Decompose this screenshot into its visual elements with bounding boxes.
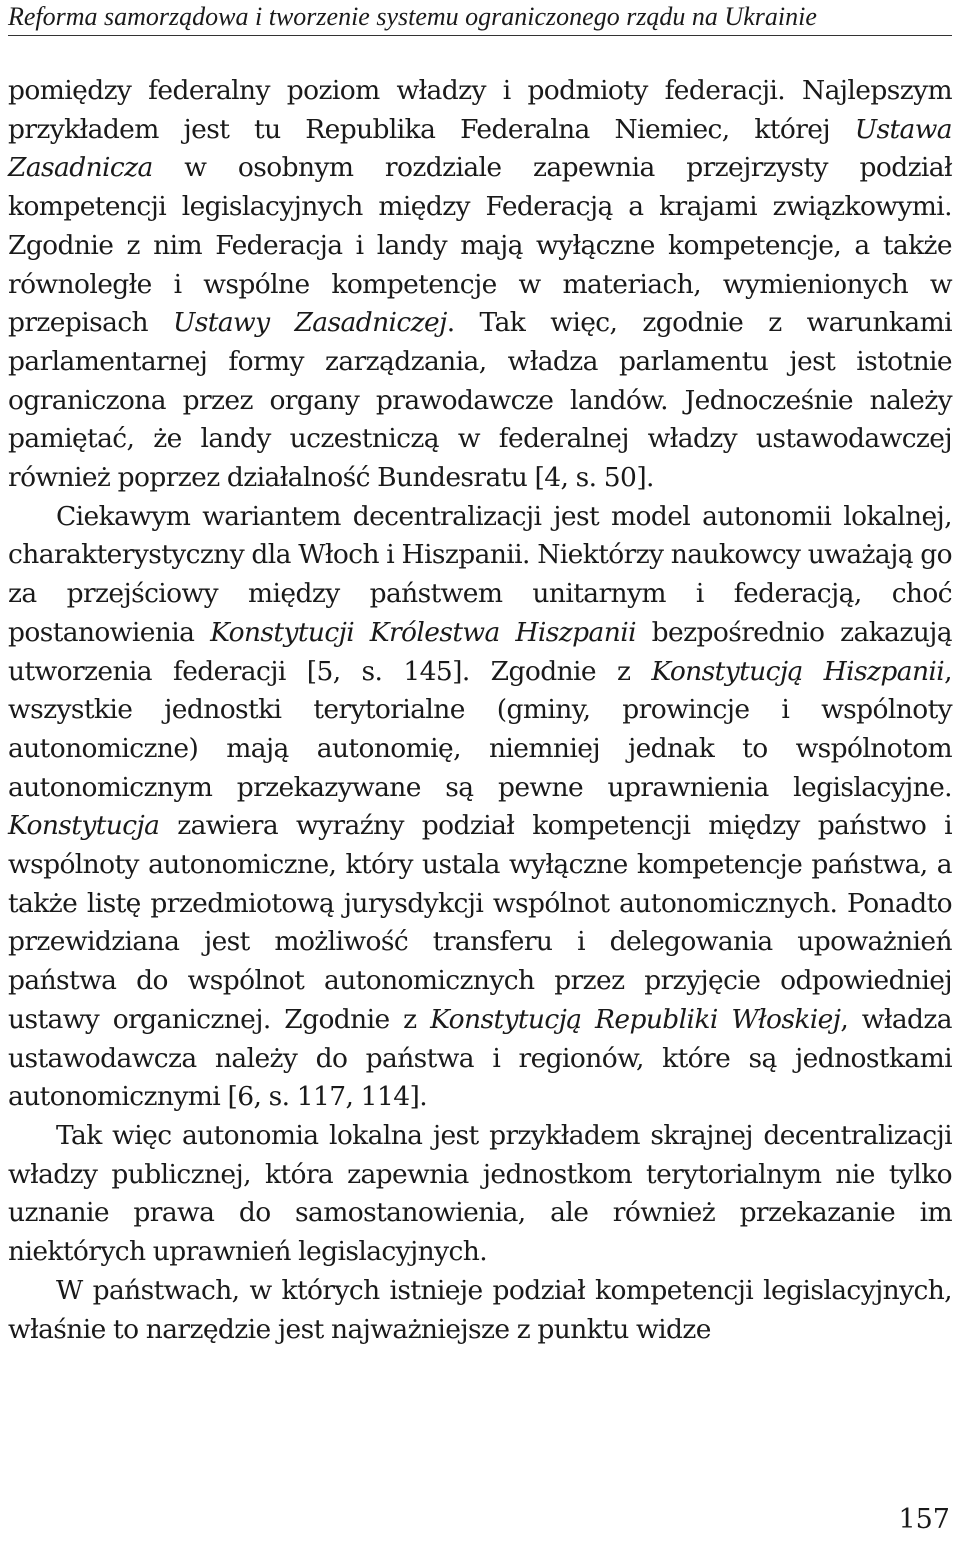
text-run: , wszystkie jednostki terytorialne (gminy, prowincje i wspólnoty autonomiczne) mają autonomię, niemniej jednak to wspólnotom autonomicznym przekazywane są pewne uprawnienia legislacyjne. (8, 655, 952, 803)
italic-run: Konstytucja (8, 810, 160, 842)
text-run: . Tak więc, zgodnie z warunkami parlamentarnej formy zarządzania, władza parlamentu jest istotnie ograniczona przez organy prawodawcze landów. Jednocześnie należy pamiętać, że landy uczestniczą w federalnej władzy ustawodawczej również poprzez działalność Bundesratu [4, s. 50]. (8, 307, 952, 494)
text-run: Tak więc autonomia lokalna jest przykładem skrajnej decentralizacji władzy publicznej, która zapewnia jednostkom terytorialnym nie tylko uznanie prawa do samostanowienia, ale również przekazanie im niektórych uprawnień legislacyjnych. (8, 1119, 952, 1268)
text-run: bezpośrednio zakazują utworzenia federacji [5, s. 145]. Zgodnie z (8, 616, 952, 687)
text-run: w osobnym rozdziale zapewnia przejrzysty podział kompetencji legislacyjnych między Federacją a krajami związkowymi. Zgodnie z nim Federacja i landy mają wyłączne kompetencje, a także równoległe i wspólne kompetencje w materiach, wymienionych w przepisach (8, 152, 952, 339)
italic-run: Konstytucją Republiki Włoskiej (430, 1003, 841, 1035)
header-divider (8, 35, 952, 36)
paragraph-4 (8, 1272, 952, 1349)
paragraph-2 (8, 498, 952, 1117)
text-run: Ciekawym wariantem decentralizacji jest model autonomii lokalnej, charakterystyczny dla Włoch i Hiszpanii. Niektórzy naukowcy uważają go za przejściowy między państwem unitarnym i federacją, choć postanowienia (8, 500, 952, 648)
text-run: pomiędzy federalny poziom władzy i podmioty federacji. Najlepszym przykładem jest tu Republika Federalna Niemiec, której (8, 75, 952, 145)
paragraph-3 (8, 1117, 952, 1272)
text-run: , władza ustawodawcza należy do państwa i regionów, które są jednostkami autonomicznymi [6, s. 117, 114]. (8, 1003, 952, 1113)
main-text (8, 72, 952, 1349)
text-run: zawiera wyraźny podział kompetencji między państwo i wspólnoty autonomiczne, który ustala wyłączne kompetencje państwa, a także listę przedmiotową jurysdykcji wspólnot autonomicznych. Ponadto przewidziana jest możliwość transferu i delegowania upoważnień państwa do wspólnot autonomicznych przez przyjęcie odpowiedniej ustawy organicznej. Zgodnie z (8, 810, 952, 1035)
paragraph-1 (8, 72, 952, 498)
italic-run: Ustawy Zasadniczej (173, 307, 447, 339)
page-number: 157 (898, 1504, 950, 1535)
italic-run: Konstytucji Królestwa Hiszpanii (210, 616, 636, 648)
italic-run: Konstytucją Hiszpanii (651, 655, 945, 687)
running-header: Reforma samorządowa i tworzenie systemu ograniczonego rządu na Ukrainie (8, 2, 817, 31)
italic-run: Ustawa Zasadnicza (8, 113, 952, 184)
text-run: W państwach, w których istnieje podział kompetencji legislacyjnych, właśnie to narzędzie jest najważniejsze z punktu widze (8, 1274, 952, 1345)
